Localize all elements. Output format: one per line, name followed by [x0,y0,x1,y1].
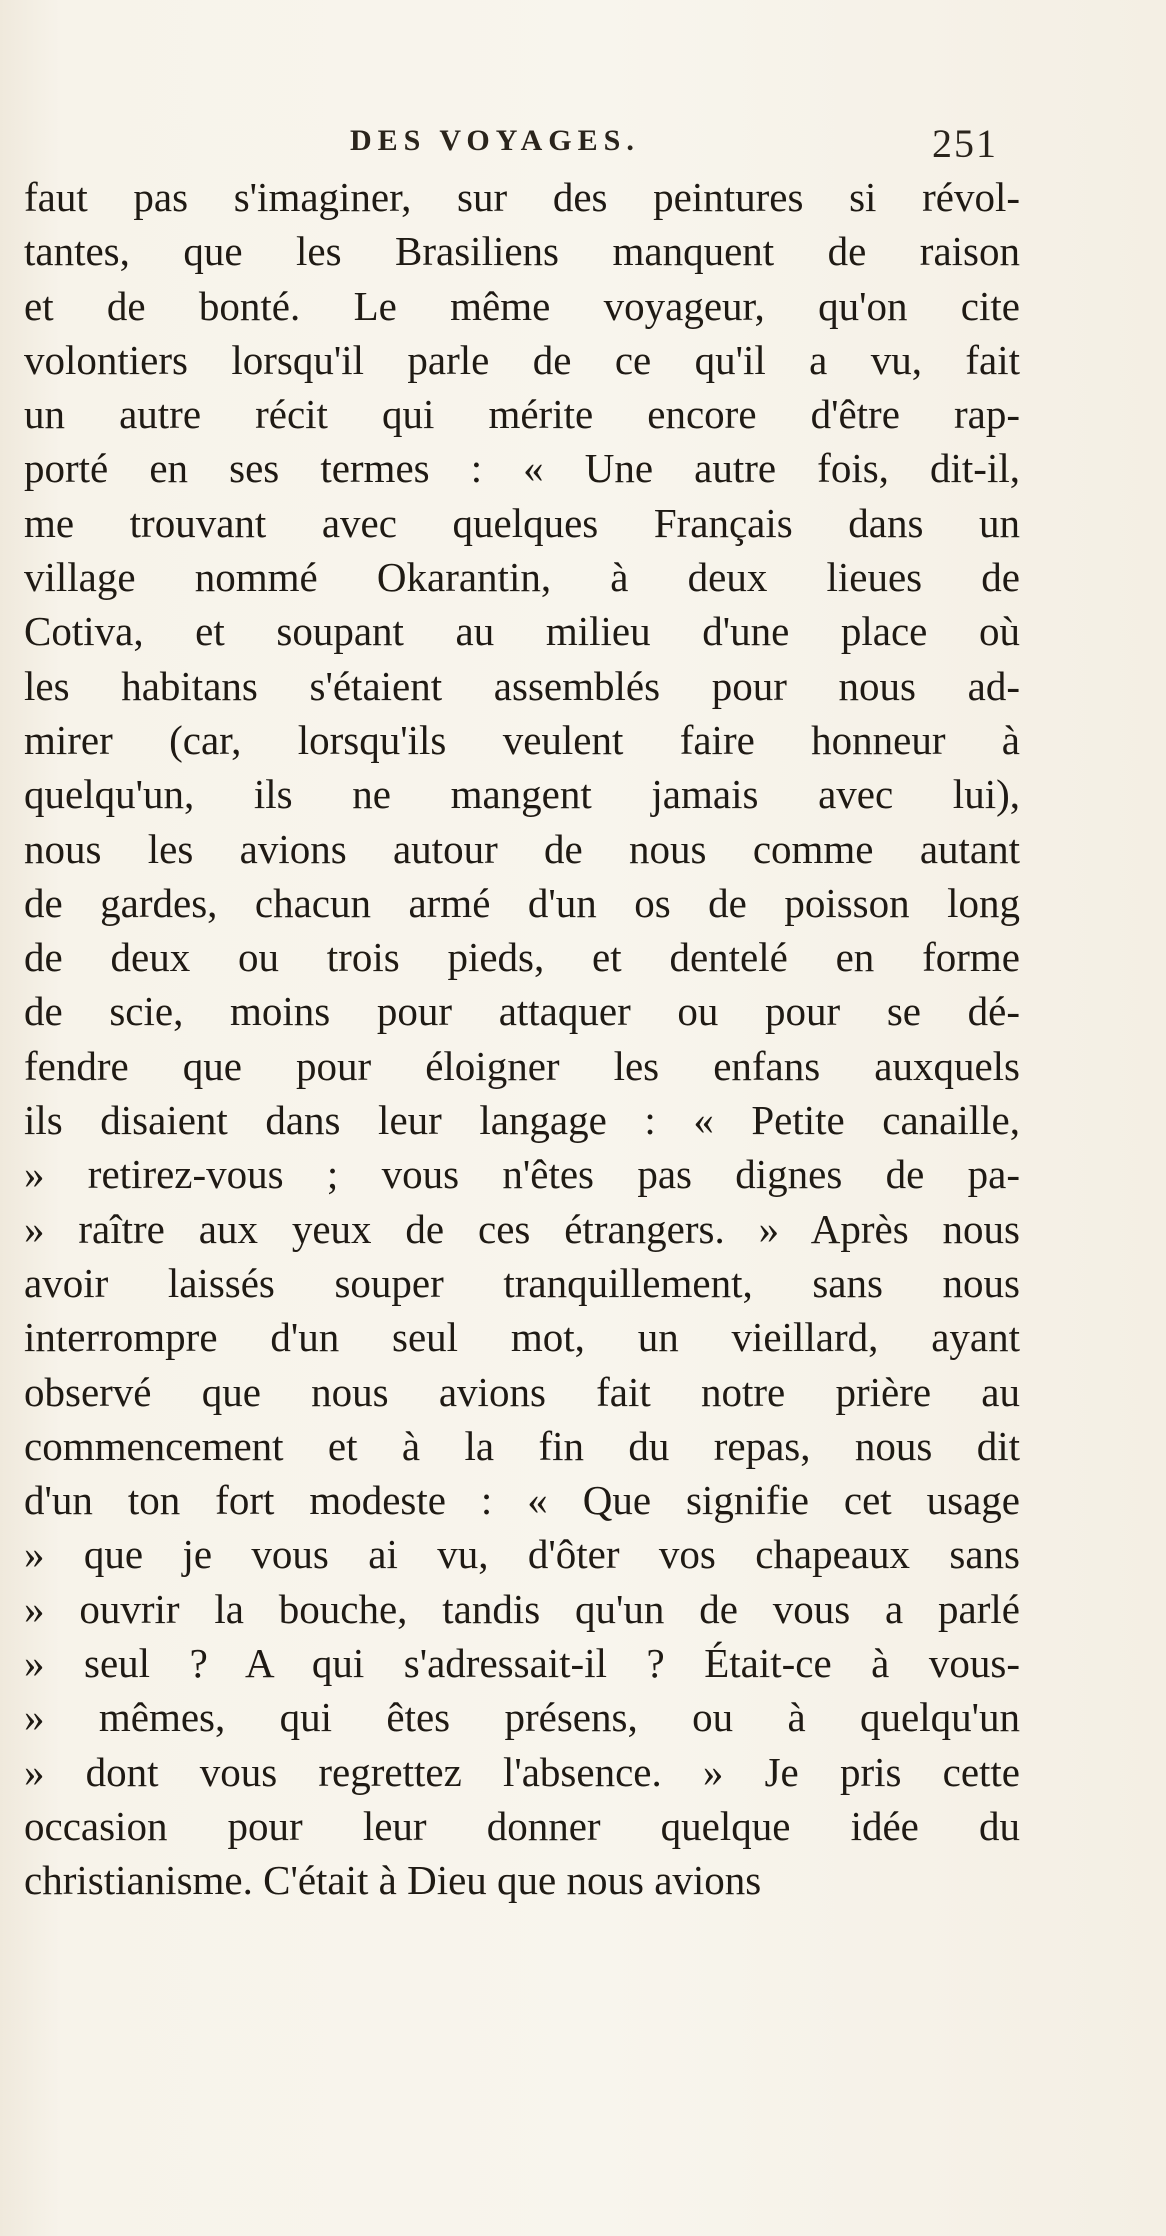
text-line: faut pas s'imaginer, sur des peintures si révol- [24,174,1020,220]
text-line: de gardes, chacun armé d'un os de poisson long [24,879,1020,926]
text-line: d'un ton fort modeste : « Que signifie cet usage [24,1477,1020,1524]
text-line: mirer (car, lorsqu'ils veulent faire honneur à [24,716,1020,763]
text-line: village nommé Okarantin, à deux lieues de [24,554,1020,601]
text-line: occasion pour leur donner quelque idée du [24,1802,1020,1849]
text-line: commencement et à la fin du repas, nous dit [24,1422,1020,1469]
text-line: nous les avions autour de nous comme autant [24,825,1020,872]
text-line: quelqu'un, ils ne mangent jamais avec lui), [24,771,1020,818]
text-line: christianisme. C'était à Dieu que nous avions [24,1857,762,1904]
text-line: avoir laissés souper tranquillement, sans nous [24,1259,1020,1306]
page-header [0,118,1166,178]
text-line: de scie, moins pour attaquer ou pour se dé- [24,988,1020,1035]
page-number: 251 [932,121,998,166]
text-line: tantes, que les Brasiliens manquent de raison [24,228,1020,275]
text-line: me trouvant avec quelques Français dans un [24,499,1020,546]
text-line: » que je vous ai vu, d'ôter vos chapeaux sans [24,1531,1020,1578]
text-line: » seul ? A qui s'adressait-il ? Était-ce à vous- [24,1640,1020,1687]
text-line: volontiers lorsqu'il parle de ce qu'il a vu, fait [24,336,1020,383]
text-line: interrompre d'un seul mot, un vieillard, ayant [24,1314,1020,1361]
text-line: ils disaient dans leur langage : « Petite canaille, [24,1097,1020,1144]
text-line: » ouvrir la bouche, tandis qu'un de vous a parlé [24,1585,1020,1632]
text-line: de deux ou trois pieds, et dentelé en forme [24,934,1020,981]
text-line: les habitans s'étaient assemblés pour nous ad- [24,662,1020,709]
text-line: observé que nous avions fait notre prière au [24,1368,1020,1415]
text-line: » raître aux yeux de ces étrangers. » Après nous [24,1205,1020,1252]
text-line: » mêmes, qui êtes présens, ou à quelqu'un [24,1694,1020,1741]
text-line: porté en ses termes : « Une autre fois, dit-il, [24,445,1020,492]
text-line: fendre que pour éloigner les enfans auxquels [24,1042,1020,1089]
text-line: et de bonté. Le même voyageur, qu'on cite [24,282,1020,329]
body-text [24,170,1024,1908]
text-line: un autre récit qui mérite encore d'être rap- [24,391,1020,438]
text-line: » dont vous regrettez l'absence. » Je pris cette [24,1748,1020,1795]
running-head: DES VOYAGES. [350,124,640,157]
text-line: Cotiva, et soupant au milieu d'une place où [24,608,1020,655]
text-line: » retirez-vous ; vous n'êtes pas dignes de pa- [24,1151,1020,1198]
